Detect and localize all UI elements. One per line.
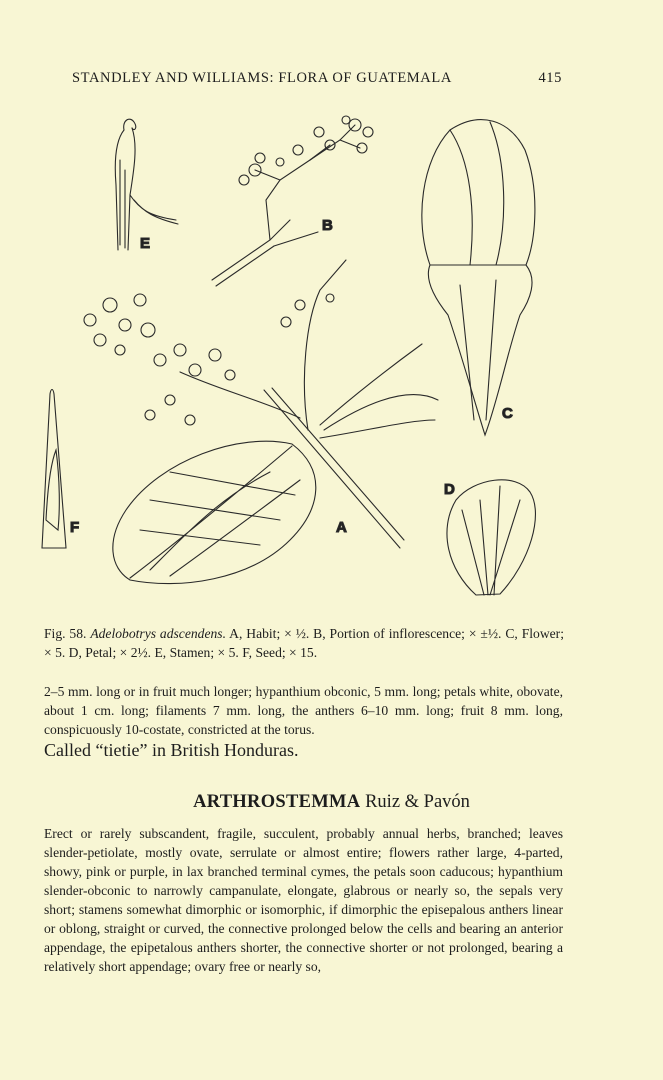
figure-number: Fig. 58.: [44, 626, 87, 641]
figure-caption-text: A, Habit; × ½. B, Portion of inflorescence; × ±½. C, Flower; × 5. D, Petal; × 2½. E, Stamen; × 5. F, Seed; × 15.: [44, 626, 564, 660]
inflorescence-drawing-b: [212, 116, 373, 286]
plate-label-f: F: [70, 519, 80, 536]
genus-name: ARTHROSTEMMA: [193, 792, 361, 812]
running-head: [72, 70, 562, 87]
plate-label-d: D: [444, 481, 455, 498]
continued-paragraph: 2–5 mm. long or in fruit much longer; hypanthium obconic, 5 mm. long; petals white, obovate, about 1 cm. long; filaments 7 mm. long, the anthers 6–10 mm. long; fruit 8 mm. long, conspicuously 10-costate, constricted at the torus.: [44, 684, 563, 737]
figure-caption: [44, 624, 564, 662]
seed-drawing-f: [42, 390, 66, 549]
stamen-drawing-e: [115, 119, 178, 250]
habit-drawing-a: [84, 260, 438, 584]
genus-heading: [0, 792, 663, 813]
plate-label-c: C: [502, 405, 513, 422]
botanical-plate: [30, 100, 630, 610]
figure-species: Adelobotrys adscendens.: [90, 626, 226, 641]
page-number: 415: [538, 70, 562, 86]
flower-drawing-c: [422, 120, 535, 435]
plate-label-b: B: [322, 217, 333, 234]
petal-drawing-d: [447, 480, 535, 595]
plate-label-a: A: [336, 519, 347, 536]
genus-description: Erect or rarely subscandent, fragile, succulent, probably annual herbs, branched; leaves slender-petiolate, mostly ovate, serrulate or almost entire; flowers rather large, 4-parted, showy, pink or purple, in lax branched terminal cymes, the petals soon caducous; hypanthium slender-obconic to narrowly campanulate, elongate, glabrous or nearly so, the sepals very short; stamens somewhat dimorphic or isomorphic, if dimorphic the episepalous anthers linear or oblong, straight or curved, the connective prolonged below the cells and bearing an anterior appendage, the epipetalous anthers shorter, the connective shorter or not prolonged, bearing a relatively short appendage; ovary free or nearly so,: [44, 826, 563, 974]
genus-authority: Ruiz & Pavón: [365, 792, 470, 812]
plate-label-e: E: [140, 235, 151, 252]
running-title: STANDLEY AND WILLIAMS: FLORA OF GUATEMALA: [72, 70, 452, 86]
common-name-line: Called “tietie” in British Honduras.: [44, 740, 299, 760]
